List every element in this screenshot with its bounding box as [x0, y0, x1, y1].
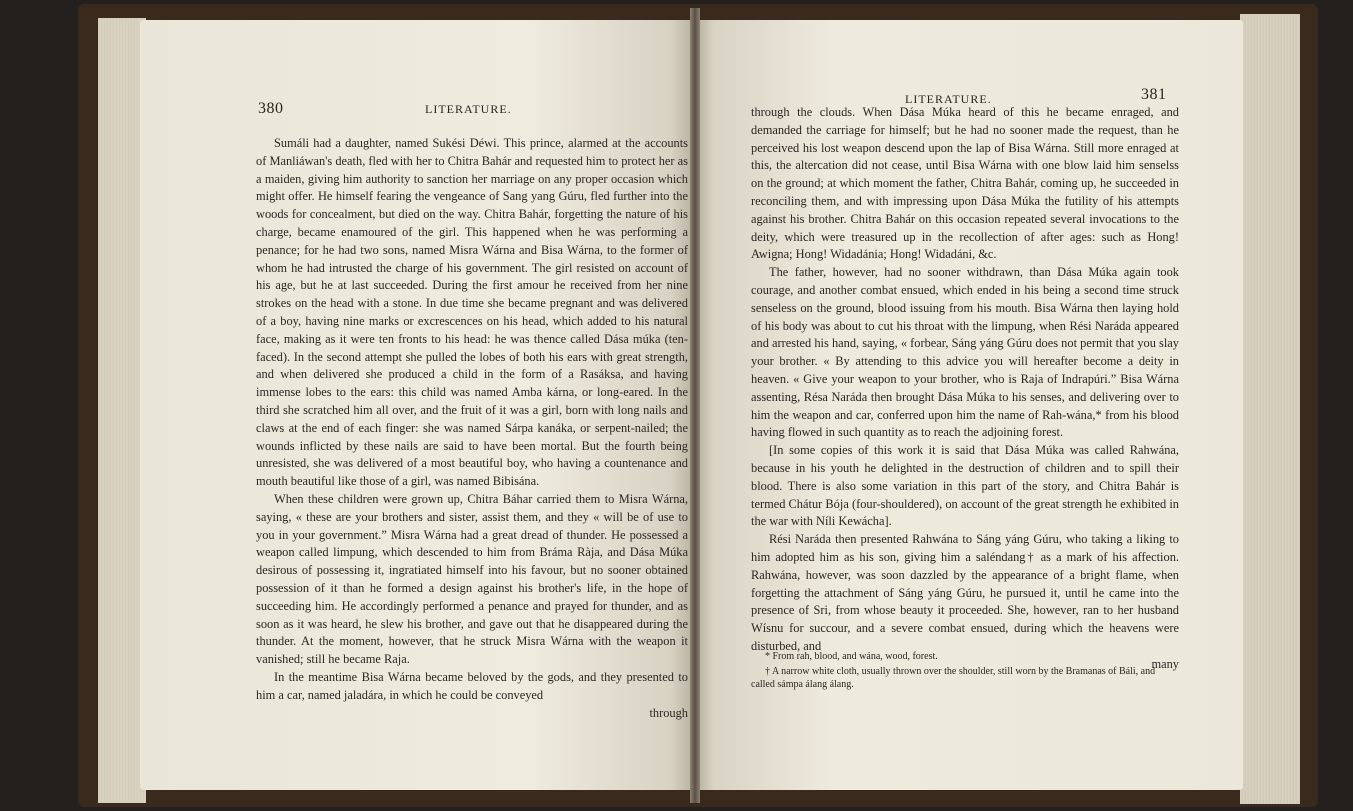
left-page	[140, 20, 693, 790]
paragraph: Rési Naráda then presented Rahwána to Sáng yáng Gúru, who taking a liking to him adopted him as his son, giving him a saléndang† as a mark of his affection. Rahwána, however, was soon dazzled by the appearance of a bright flame, when forgetting the attachment of Sáng yáng Gúru, he pursued it, until he came into the presence of Sri, from whose beauty it proceeded. She, however, ran to her husband Wísnu for succour, and a severe combat ensued, during which the heavens were disturbed, and	[751, 532, 1179, 653]
paragraph: Sumáli had a daughter, named Sukési Déwi. This prince, alarmed at the accounts of Manliáwan's death, fled with her to Chitra Bahár and requested him to protect her as a maiden, giving him authority to sanction her marriage on any proper occasion which might offer. He himself fearing the vengeance of Sang yang Gúru, fled further into the woods for concealment, but died on the way. Chitra Bahár, forgetting the nature of his charge, became enamoured of the girl. This happened when he was performing a penance; for he had two sons, named Misra Wárna and Bisa Wárna, to the former of whom he had intrusted the charge of his government. The girl resisted on account of his age, but he at last succeeded. During the first amour he received from her nine strokes on the head with a stone. In due time she became pregnant and was delivered of a boy, having nine marks or excrescences on his head, which added to his natural face, making as it were ten fronts to his head: he was thence called Dása múka (ten-faced). In the second attempt she pulled the lobes of both his ears with great strength, and when delivered she produced a child in the form of a Rasáksa, and having immense lobes to the ears: this child was named Amba kárna, or long-eared. In the third she scratched him all over, and the fruit of it was a girl, born with long nails and claws at the end of each finger: she was named Sárpa kanáka, or serpent-nailed; the wounds inflicted by these nails are said to have been mortal. But the fourth being unresisted, she was delivered of a most beautiful boy, who having a countenance and mouth beautiful like those of a girl, was named Bibisána.	[256, 136, 688, 489]
catchword-right: many	[1151, 656, 1179, 671]
left-page-header	[140, 100, 693, 122]
footnote: * From rah, blood, and wána, wood, forest.	[765, 651, 938, 662]
running-title-right: LITERATURE.	[905, 92, 992, 106]
page-number-right: 381	[1141, 86, 1167, 103]
right-page	[697, 20, 1243, 790]
right-page-edges	[1240, 14, 1300, 804]
paragraph: The father, however, had no sooner withdrawn, than Dása Múka again took courage, and another combat ensued, which ended in his being a second time struck senseless on the ground, blood issuing from his mouth. Bisa Wárna then laying hold of his body was about to cut his throat with the limpung, when Rési Naráda appeared and arrested his hand, saying, « forbear, Sáng yáng Gúru does not permit that you slay your brother. « By attending to this advice you will hereafter become a deity in heaven. « Give your weapon to your brother, who is Raja of Indrapúri.” Bisa Wárna assenting, Résa Naráda then brought Dása Múka to his senses, and delivering over to him the weapon and car, conferred upon him the name of Rah-wána,* from his blood having flowed in such quantity as to reach the adjoining forest.	[751, 265, 1179, 440]
paragraph: [In some copies of this work it is said that Dása Múka was called Rahwána, because in his youth he delighted in the destruction of children and to spill their blood. There is also some variation in this part of the story, and Chitra Bahár is termed Chátur Bója (four-shouldered), on account of the great strength he exhibited in the war with Níli Kewácha].	[751, 443, 1179, 529]
right-page-text	[751, 104, 1179, 674]
left-page-text	[256, 135, 688, 722]
running-title-left: LITERATURE.	[425, 102, 512, 116]
footnote: † A narrow white cloth, usually thrown over the shoulder, still worn by the Bramanas of Báli, and called sámpa álang álang.	[751, 666, 1156, 690]
footnotes	[751, 650, 1179, 693]
page-number-left: 380	[258, 100, 284, 117]
book-gutter	[690, 8, 700, 803]
paragraph: through the clouds. When Dása Múka heard of this he became enraged, and demanded the carriage for himself; but he had no sooner made the request, than he perceived his lost weapon descend upon the lap of Bisa Wárna. Still more enraged at this, the altercation did not cease, until Bisa Wárna with one blow laid him senselss on the ground; at which moment the father, Chitra Bahár, coming up, he succeeded in reconciling them, and with impressing upon Dása Múka the futility of his attempts against his brother. Chitra Bahár on this occasion repeated several invocations to the deity, which were treasured up in the recollection of after ages: such as Hong! Awigna; Hong! Widadánia; Hong! Widadáni, &c.	[751, 105, 1179, 262]
paragraph: In the meantime Bisa Wárna became beloved by the gods, and they presented to him a car, named jaladára, in which he could be conveyed	[256, 669, 688, 702]
left-page-edges	[98, 18, 146, 803]
catchword-left: through	[649, 705, 688, 720]
paragraph: When these children were grown up, Chitra Báhar carried them to Misra Wárna, saying, « these are your brothers and sister, assist them, and they « will be of use to you in your government.” Misra Wárna had a great dread of thunder. He possessed a weapon called limpung, which descended to him from Bráma Ràja, and Dása Múka desirous of possessing it, ingratiated himself into his favour, but no sooner obtained possession of it than he formed a design against his brother's life, in the hope of succeeding him. He accordingly performed a penance and prayed for thunder, and as soon as it was heard, he slew his brother, and gave out that he disappeared during the thunder. At the moment, however, that he struck Misra Wárna with the weapon it vanished; still he became Raja.	[256, 491, 688, 667]
